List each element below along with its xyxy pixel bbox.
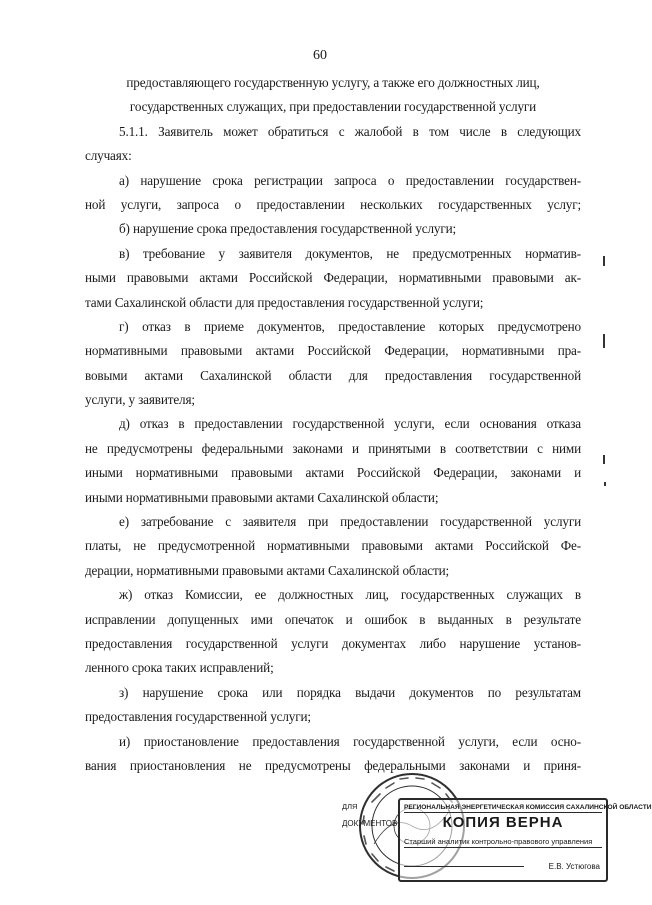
page-number: 60	[313, 48, 327, 63]
text-line: иными нормативными правовыми актами Сахалинской области;	[85, 489, 439, 505]
scan-margin-mark	[603, 455, 605, 464]
scan-margin-mark	[603, 256, 605, 266]
text-line: нормативными правовыми актами Российской Федерации, нормативными пра-	[85, 343, 581, 359]
text-line: ными правовыми актами Российской Федерации, нормативными правовыми ак-	[85, 270, 581, 286]
text-line: вовыми актами Сахалинской области для предоставления государственной	[85, 367, 581, 383]
text-line: д) отказ в предоставлении государственной услуги, если основания отказа	[119, 416, 581, 432]
certified-copy-stamp	[342, 766, 652, 888]
text-line: исправлении допущенных ими опечаток и ошибок в выданных в результате	[85, 611, 581, 627]
text-line: услуги, у заявителя;	[85, 392, 195, 408]
text-line: з) нарушение срока или порядка выдачи документов по результатам	[119, 684, 581, 700]
scan-margin-mark	[603, 334, 605, 348]
stamp-organization: РЕГИОНАЛЬНАЯ ЭНЕРГЕТИЧЕСКАЯ КОМИССИЯ САХАЛИНСКОЙ ОБЛАСТИ	[404, 804, 652, 811]
text-line: случаях:	[85, 148, 132, 164]
stamp-for-label: ДЛЯ	[342, 802, 358, 811]
text-line: ной услуги, запроса о предоставлении нескольких государственных услуг;	[85, 196, 581, 212]
stamp-docs-label: ДОКУМЕНТОВ	[342, 819, 398, 828]
text-line: б) нарушение срока предоставления государственной услуги;	[119, 221, 457, 237]
text-line: г) отказ в приеме документов, предоставление которых предусмотрено	[119, 318, 581, 334]
text-line: государственных служащих, при предоставлении государственной услуги	[129, 99, 537, 115]
text-line: е) затребование с заявителя при предоставлении государственной услуги	[119, 514, 581, 530]
text-line: в) требование у заявителя документов, не предусмотренных норматив-	[119, 245, 581, 261]
text-line: предоставления государственной услуги документах либо нарушение установ-	[85, 635, 581, 651]
stamp-box	[398, 798, 652, 882]
text-line: иными нормативными правовыми актами Российской Федерации, законами и	[85, 465, 581, 481]
text-line: не предусмотрены федеральными законами и принятыми в соответствии с ними	[85, 440, 581, 456]
stamp-signer-name: Е.В. Устюгова	[548, 862, 600, 871]
stamp-title: КОПИЯ ВЕРНА	[442, 814, 564, 831]
text-line: и) приостановление предоставления государственной услуги, если осно-	[119, 733, 581, 749]
text-line: вания приостановления не предусмотрены федеральными законами и приня-	[85, 757, 581, 773]
text-line: платы, не предусмотренной нормативными правовыми актами Российской Фе-	[85, 538, 581, 554]
text-line: ж) отказ Комиссии, ее должностных лиц, государственных служащих в	[119, 587, 581, 603]
text-line: 5.1.1. Заявитель может обратиться с жалобой в том числе в следующих	[119, 123, 581, 139]
text-line: предоставления государственной услуги;	[85, 709, 311, 725]
body-text	[85, 71, 581, 778]
text-line: предоставляющего государственную услугу, а также его должностных лиц,	[126, 75, 540, 90]
text-line: ленного срока таких исправлений;	[85, 660, 274, 676]
stamp-position: Старший аналитик контрольно-правового управления	[404, 837, 602, 848]
text-line: дерации, нормативными правовыми актами Сахалинской области;	[85, 562, 450, 578]
text-line: а) нарушение срока регистрации запроса о предоставлении государствен-	[119, 172, 581, 188]
scan-margin-mark	[604, 482, 606, 486]
text-line: тами Сахалинской области для предоставления государственной услуги;	[85, 294, 484, 310]
signature-line	[404, 866, 524, 867]
